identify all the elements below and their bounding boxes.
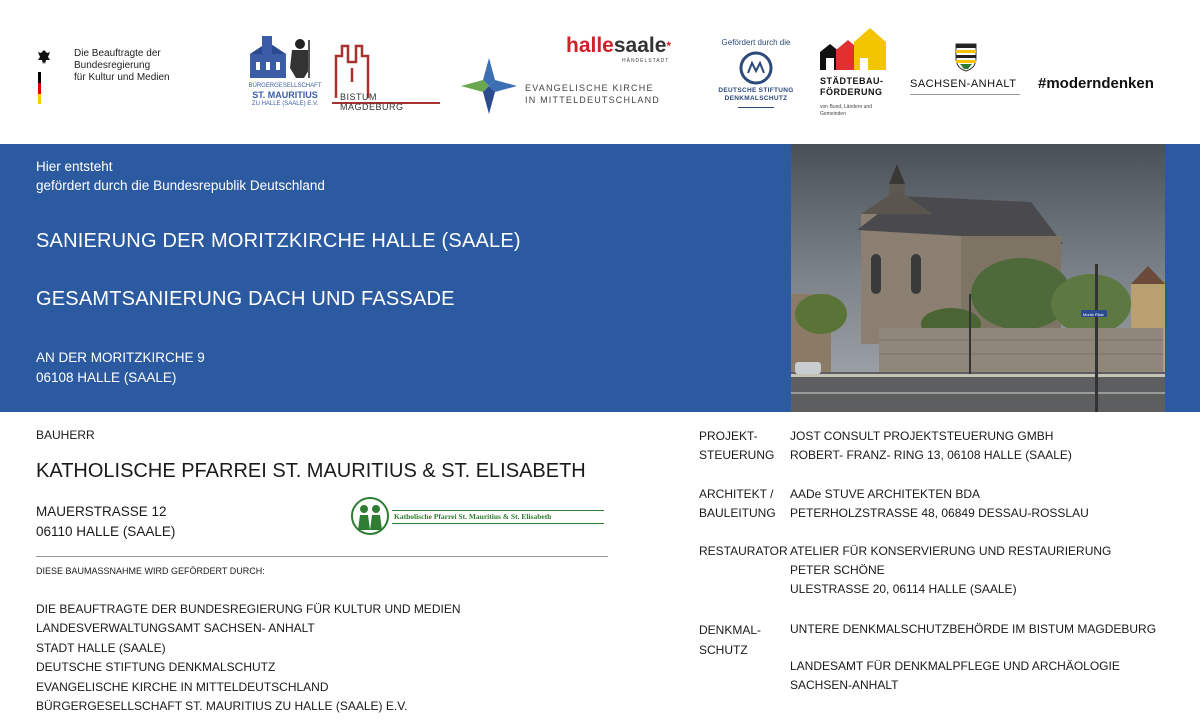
funding-item: DIE BEAUFTRAGTE DER BUNDESREGIERUNG FÜR KULTUR UND MEDIEN <box>36 602 461 616</box>
church-photo <box>791 144 1165 412</box>
mauritius-logo <box>248 36 324 110</box>
bauherr-street: MAUERSTRASSE 12 <box>36 504 167 519</box>
sachsen-anhalt-logo <box>908 42 1024 100</box>
ekm-cross-icon <box>461 58 517 114</box>
staedte-line1: STÄDTEBAU- <box>820 76 884 86</box>
architekt-label-line2: BAULEITUNG <box>699 506 776 520</box>
funding-item: DEUTSCHE STIFTUNG DENKMALSCHUTZ <box>36 660 276 675</box>
architekt-label-line1: ARCHITEKT / <box>699 487 774 501</box>
parish-emblem-icon <box>350 496 390 536</box>
funding-item: EVANGELISCHE KIRCHE IN MITTELDEUTSCHLAND <box>36 679 329 694</box>
sachsen-text: SACHSEN-ANHALT <box>910 78 1017 90</box>
project-title: SANIERUNG DER MORITZKIRCHE HALLE (SAALE) <box>36 230 521 252</box>
architekt-value-line1: AADe STUVE ARCHITEKTEN BDA <box>790 487 981 501</box>
denkmal-label <box>699 620 761 660</box>
sachsen-underline <box>910 94 1020 95</box>
denkmal-value-line2: LANDESAMT FÜR DENKMALPFLEGE UND ARCHÄOLOGIE <box>790 659 1120 673</box>
mauritius-line3: ZU HALLE (SAALE) E.V. <box>251 101 319 107</box>
projekt-value-line1: JOST CONSULT PROJEKTSTEUERUNG GMBH <box>790 429 1054 443</box>
bkm-text-line2: für Kultur und Medien <box>74 72 170 83</box>
staedte-line2: FÖRDERUNG <box>820 87 883 97</box>
dsd-logo <box>704 38 808 110</box>
divider-line <box>36 556 608 557</box>
denkmal-label-line1: DENKMAL- <box>699 623 762 637</box>
projekt-label-line1: PROJEKT- <box>699 429 758 443</box>
church-photo-image <box>791 144 1165 412</box>
halle-logo <box>566 34 688 70</box>
restaurator-label: RESTAURATOR <box>699 544 788 558</box>
parish-line-bottom <box>392 523 604 524</box>
restaurator-value <box>790 542 1111 599</box>
architekt-value <box>790 485 1089 523</box>
denkmal-value-line3: SACHSEN-ANHALT <box>790 678 899 692</box>
funding-item: STADT HALLE (SAALE) <box>36 640 166 655</box>
projekt-value <box>790 427 1072 465</box>
dsd-underline <box>738 107 774 108</box>
funding-item: BÜRGERGESELLSCHAFT ST. MAURITIUS ZU HALLE (SAALE) E.V. <box>36 699 408 714</box>
bauherr-city: 06110 HALLE (SAALE) <box>36 524 176 539</box>
bkm-text-line1: Die Beauftragte der Bundesregierung <box>74 48 161 71</box>
bistum-text: BISTUM MAGDEBURG <box>340 92 404 112</box>
funding-item: LANDESVERWALTUNGSAMT SACHSEN- ANHALT <box>36 621 315 636</box>
mauritius-text <box>248 82 322 108</box>
funding-list <box>36 600 460 716</box>
projekt-value-line2: ROBERT- FRANZ- RING 13, 06108 HALLE (SAALE) <box>790 448 1072 462</box>
moderndenken-hashtag: #moderndenken <box>1038 75 1154 92</box>
dsd-line1: DEUTSCHE STIFTUNG <box>718 87 794 94</box>
intro-line1: Hier entsteht <box>36 159 113 174</box>
intro-line2: gefördert durch die Bundesrepublik Deutschland <box>36 178 325 193</box>
projekt-label-line2: STEUERUNG <box>699 448 775 462</box>
denkmal-value-2 <box>790 657 1120 695</box>
projekt-label <box>699 427 774 465</box>
bistum-logo <box>332 42 442 112</box>
banner-right-edge <box>1165 144 1200 412</box>
bauherr-name: KATHOLISCHE PFARREI ST. MAURITIUS & ST. ELISABETH <box>36 460 586 482</box>
flag-stripe-icon <box>38 72 41 104</box>
dsd-emblem-icon <box>739 51 773 85</box>
project-subtitle: GESAMTSANIERUNG DACH UND FASSADE <box>36 288 455 310</box>
church-illustration-icon <box>248 36 322 80</box>
saale-word: saale <box>613 34 667 57</box>
site-address-line1: AN DER MORITZKIRCHE 9 <box>36 350 205 365</box>
restaurator-value-line2: PETER SCHÖNE <box>790 563 885 577</box>
street-sign-text: Moritz Platz <box>1083 312 1104 317</box>
denkmal-label-line2: SCHUTZ <box>699 643 748 657</box>
dsd-line2: DENKMALSCHUTZ <box>724 95 788 102</box>
parish-line-top <box>392 510 604 511</box>
federal-eagle-icon <box>36 48 52 70</box>
star-icon: * <box>666 39 672 53</box>
bauherr-label: BAUHERR <box>36 428 95 442</box>
mauritius-line2: ST. MAURITIUS <box>252 90 318 100</box>
funding-heading: DIESE BAUMASSNAHME WIRD GEFÖRDERT DURCH: <box>36 566 265 576</box>
restaurator-value-line3: ULESTRASSE 20, 06114 HALLE (SAALE) <box>790 582 1017 596</box>
mauritius-line1: BÜRGERGESELLSCHAFT <box>248 83 322 89</box>
site-address-line2: 06108 HALLE (SAALE) <box>36 370 177 385</box>
staedtebau-logo <box>820 28 894 120</box>
staedte-sub1: von Bund, Ländern und <box>820 104 872 110</box>
ekm-line1: EVANGELISCHE KIRCHE <box>525 83 654 93</box>
restaurator-value-line1: ATELIER FÜR KONSERVIERUNG UND RESTAURIERUNG <box>790 544 1112 558</box>
architekt-value-line2: PETERHOLZSTRASSE 48, 06849 DESSAU-ROSSLAU <box>790 506 1089 520</box>
architekt-label <box>699 485 776 523</box>
coat-of-arms-icon <box>954 42 978 72</box>
ekm-line2: IN MITTELDEUTSCHLAND <box>525 95 661 105</box>
dsd-top: Gefördert durch die <box>721 38 791 47</box>
staedte-sub2: Gemeinden <box>820 111 846 117</box>
houses-icon <box>820 28 888 70</box>
parish-logo-text: Katholische Pfarrei St. Mauritius & St. Elisabeth <box>394 512 552 521</box>
halle-word: halle <box>566 34 614 57</box>
denkmal-value-1: UNTERE DENKMALSCHUTZBEHÖRDE IM BISTUM MAGDEBURG <box>790 622 1157 636</box>
parish-logo <box>350 496 610 536</box>
bkm-logo <box>36 48 226 106</box>
halle-sub: HÄNDELSTADT <box>622 58 670 64</box>
